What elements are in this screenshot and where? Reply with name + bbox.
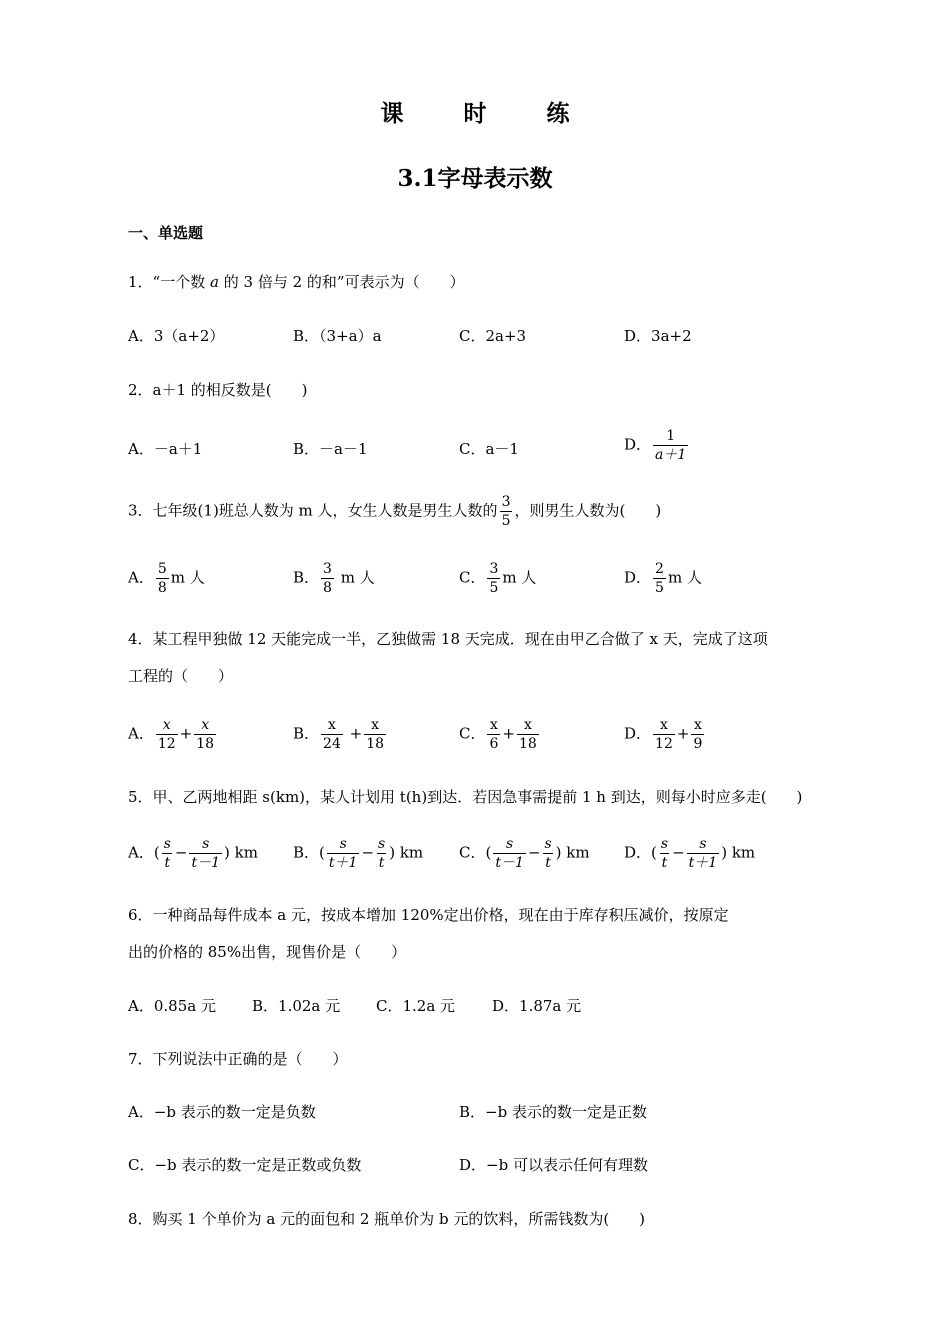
q7-option-d[interactable]: D．−b 可以表示任何有理数 [459,1156,648,1174]
q4-option-b[interactable]: B． $\frac{x}{24}$ + $\frac{x}{18}$ [293,717,385,752]
q3-option-d[interactable]: D． $\frac{2}{5}$ m 人 [624,561,702,596]
q3-option-c[interactable]: C． $\frac{3}{5}$ m 人 [459,561,537,596]
q2-option-b[interactable]: B．－a－1 [293,440,368,458]
page-subtitle: 3.1字母表示数 [397,165,553,192]
question-6-line-2: 出的价格的 85%出售，现售价是（ ） [128,943,407,961]
q5-option-c[interactable]: C．( $\frac{s}{t-1}$ − $\frac{s}{t}$ ) km [459,836,590,871]
fraction: $\frac{3}{5}$ [501,494,511,529]
q1-option-a[interactable]: A．3（a+2） [128,327,225,345]
fraction: $\frac{1}{a+1}$ [655,428,687,463]
q2-option-a[interactable]: A．－a＋1 [128,440,203,458]
q5-option-d[interactable]: D．( $\frac{s}{t}$ − $\frac{s}{t+1}$ ) km [624,836,756,871]
q1-option-b[interactable]: B．（3+a）a [293,327,382,345]
q2-option-d[interactable]: D． $\frac{1}{a+1}$ [624,428,687,463]
question-4-line-1: 4．某工程甲独做 12 天能完成一半，乙独做需 18 天完成．现在由甲乙合做了 x 天，完成了这项 [128,630,768,648]
page-title: 课 时 练 [380,100,596,127]
q1-option-c[interactable]: C．2a+3 [459,327,527,345]
q5-option-a[interactable]: A．( $\frac{s}{t}$ − $\frac{s}{t-1}$ ) km [128,836,258,871]
question-4-line-2: 工程的（ ） [128,667,234,685]
q3-option-a[interactable]: A． $\frac{5}{8}$ m 人 [128,561,205,596]
q1-option-d[interactable]: D．3a+2 [624,327,692,345]
q6-option-b[interactable]: B．1.02a 元 [252,997,341,1015]
question-6-line-1: 6．一种商品每件成本 a 元，按成本增加 120%定出价格，现在由于库存积压减价，按原定 [128,906,729,924]
q4-option-a[interactable]: A． $\frac{x}{12}$ + $\frac{x}{18}$ [128,717,215,752]
question-7: 7．下列说法中正确的是（ ） [128,1050,348,1068]
q7-option-b[interactable]: B．−b 表示的数一定是正数 [459,1103,647,1121]
q2-option-c[interactable]: C．a－1 [459,440,519,458]
question-2: 2．a＋1 的相反数是( ) [128,381,308,399]
q4-option-c[interactable]: C． $\frac{x}{6}$ + $\frac{x}{18}$ [459,717,537,752]
q6-option-a[interactable]: A．0.85a 元 [128,997,216,1015]
question-8: 8．购买 1 个单价为 a 元的面包和 2 瓶单价为 b 元的饮料，所需钱数为( ) [128,1210,646,1228]
q3-option-b[interactable]: B． $\frac{3}{8}$ m 人 [293,561,375,596]
q6-option-d[interactable]: D．1.87a 元 [492,997,582,1015]
question-3: 3．七年级(1)班总人数为 m 人，女生人数是男生人数的 $\frac{3}{5}$ ，则男生人数为( ) [128,494,662,529]
q4-option-d[interactable]: D． $\frac{x}{12}$ + $\frac{x}{9}$ [624,717,703,752]
q7-option-c[interactable]: C．−b 表示的数一定是正数或负数 [128,1156,362,1174]
q6-option-c[interactable]: C．1.2a 元 [376,997,456,1015]
section-heading: 一、单选题 [128,224,204,242]
question-5: 5．甲、乙两地相距 s(km)，某人计划用 t(h)到达．若因急事需提前 1 h 到达，则每小时应多走( ) [128,788,803,806]
q5-option-b[interactable]: B．( $\frac{s}{t+1}$ − $\frac{s}{t}$ ) km [293,836,424,871]
q7-option-a[interactable]: A．−b 表示的数一定是负数 [128,1103,316,1121]
question-1: 1．“一个数 a 的 3 倍与 2 的和”可表示为（ ） [128,273,465,291]
